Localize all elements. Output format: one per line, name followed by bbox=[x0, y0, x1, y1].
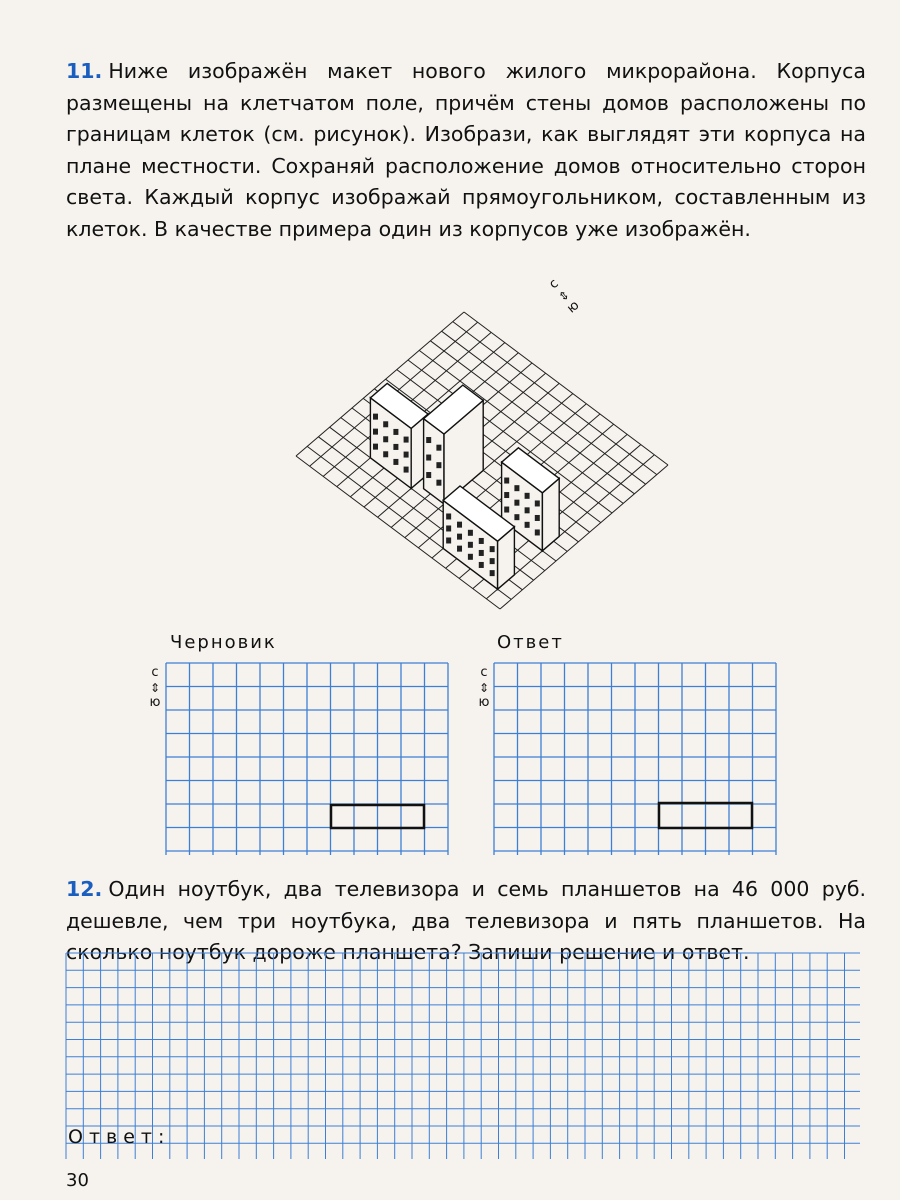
window bbox=[404, 467, 409, 473]
window bbox=[525, 507, 530, 513]
window bbox=[504, 478, 509, 484]
page-number: 30 bbox=[66, 1170, 89, 1191]
window bbox=[373, 429, 378, 435]
window bbox=[479, 562, 484, 568]
compass-arrow-icon: ⇕ bbox=[149, 681, 161, 695]
window bbox=[426, 472, 431, 478]
window bbox=[514, 500, 519, 506]
task-12-number: 12. bbox=[66, 877, 103, 901]
draft-compass bbox=[148, 666, 162, 710]
window bbox=[490, 558, 495, 564]
compass-arrow-icon: ⇕ bbox=[555, 287, 573, 305]
window bbox=[383, 436, 388, 442]
window bbox=[436, 462, 441, 468]
window bbox=[490, 546, 495, 552]
window bbox=[490, 570, 495, 576]
window bbox=[446, 537, 451, 543]
draft-grid[interactable] bbox=[166, 663, 448, 855]
window bbox=[504, 492, 509, 498]
window bbox=[468, 530, 473, 536]
answer-compass bbox=[477, 666, 491, 710]
window bbox=[426, 455, 431, 461]
window bbox=[393, 429, 398, 435]
window bbox=[514, 514, 519, 520]
window bbox=[426, 437, 431, 443]
window bbox=[514, 485, 519, 491]
window bbox=[393, 459, 398, 465]
compass-arrow-icon: ⇕ bbox=[478, 681, 490, 695]
window bbox=[525, 522, 530, 528]
draft-label: Черновик bbox=[170, 632, 277, 653]
window bbox=[373, 414, 378, 420]
window bbox=[404, 452, 409, 458]
task-11-body: Ниже изображён макет нового жилого микрорайона. Корпуса размещены на клетчатом поле, причём стены домов расположены по границам клеток (см. рисунок). Изобрази, как выглядят эти корпуса на плане местности. Сохраняй расположение домов относительно сторон света. Каждый корпус изображай прямоугольником, составленным из клеток. В качестве примера один из корпусов уже изображён. bbox=[66, 59, 866, 241]
compass-north-label: с bbox=[480, 665, 488, 680]
task-11-number: 11. bbox=[66, 59, 103, 83]
window bbox=[479, 538, 484, 544]
window bbox=[436, 480, 441, 486]
window bbox=[525, 493, 530, 499]
window bbox=[535, 500, 540, 506]
window bbox=[393, 444, 398, 450]
task-12-body: Один ноутбук, два телевизора и семь планшетов на 46 000 руб. дешевле, чем три ноутбука, два телевизора и пять планшетов. На сколько ноутбук дороже планшета? Запиши решение и ответ. bbox=[66, 877, 866, 964]
window bbox=[373, 444, 378, 450]
window bbox=[383, 421, 388, 427]
window bbox=[468, 542, 473, 548]
window bbox=[404, 437, 409, 443]
compass-north-label: с bbox=[151, 665, 159, 680]
window bbox=[504, 507, 509, 513]
window bbox=[468, 554, 473, 560]
window bbox=[457, 522, 462, 528]
window bbox=[436, 445, 441, 451]
window bbox=[479, 550, 484, 556]
compass-north-label: с bbox=[546, 276, 562, 293]
compass-south-label: ю bbox=[149, 695, 161, 710]
window bbox=[535, 515, 540, 521]
window bbox=[457, 546, 462, 552]
window bbox=[446, 525, 451, 531]
answer-grid[interactable] bbox=[494, 663, 776, 855]
answer-grid-label: Ответ bbox=[497, 632, 564, 653]
compass-south-label: ю bbox=[564, 297, 583, 317]
window bbox=[457, 534, 462, 540]
window bbox=[383, 451, 388, 457]
compass-south-label: ю bbox=[478, 695, 490, 710]
solution-grid[interactable] bbox=[66, 953, 866, 1163]
answer-prompt: Ответ: bbox=[68, 1126, 171, 1148]
window bbox=[446, 513, 451, 519]
window bbox=[535, 529, 540, 535]
